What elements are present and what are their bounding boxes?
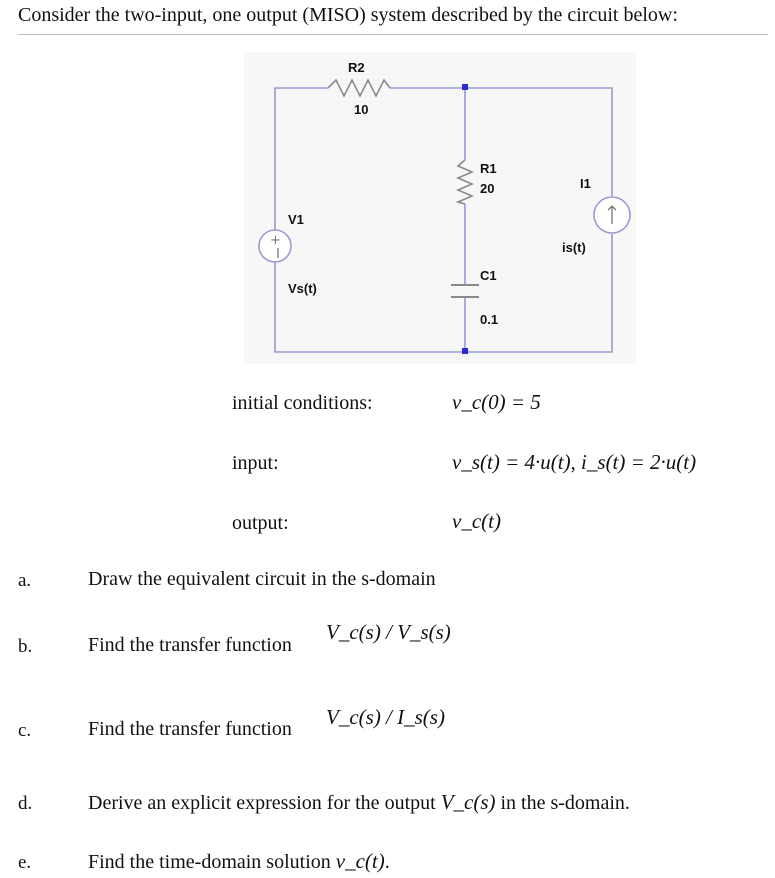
question-c-fraction xyxy=(326,705,446,753)
question-e-line xyxy=(88,849,390,874)
initial-conditions-expr: v_c(0) = 5 xyxy=(452,390,541,414)
v1-name: V1 xyxy=(288,212,304,227)
c1-value: 0.1 xyxy=(480,312,499,327)
i1-signal: is(t) xyxy=(562,240,586,255)
voltage-source-v1 xyxy=(259,230,291,262)
input-expr: v_s(t) = 4·u(t), i_s(t) = 2·u(t) xyxy=(452,450,697,474)
node-top xyxy=(462,84,468,90)
r2-value: 10 xyxy=(354,102,369,117)
circuit-diagram xyxy=(240,48,640,368)
question-b-fraction xyxy=(326,620,451,668)
question-c-letter: c. xyxy=(18,720,32,741)
problem-intro: Consider the two-input, one output (MISO) system described by the circuit below: xyxy=(18,2,768,35)
node-bottom xyxy=(462,348,468,354)
r2-name: R2 xyxy=(348,60,365,75)
question-a-text: Draw the equivalent circuit in the s-domain xyxy=(88,568,436,590)
question-e-math: v_c(t) xyxy=(335,849,385,873)
r1-value: 20 xyxy=(480,181,495,196)
r1-name: R1 xyxy=(480,161,497,176)
question-d-text: Derive an explicit expression for the output xyxy=(88,792,436,814)
c1-name: C1 xyxy=(480,268,497,283)
output-label: output: xyxy=(232,512,289,534)
question-b-letter: b. xyxy=(18,636,33,657)
input-label: input: xyxy=(232,452,279,474)
question-d-tail: in the s-domain. xyxy=(500,792,630,814)
svg-text:+: + xyxy=(270,233,281,248)
question-e-text: Find the time-domain solution xyxy=(88,851,331,873)
question-b-fraction-text: V_c(s) / V_s(s) xyxy=(326,620,451,644)
question-e-letter: e. xyxy=(18,852,32,873)
current-source-i1 xyxy=(594,197,630,233)
question-c-text: Find the transfer function xyxy=(88,718,292,740)
v1-signal: Vs(t) xyxy=(288,281,317,296)
question-e-tail: . xyxy=(384,851,390,873)
question-d-letter: d. xyxy=(18,793,33,814)
question-b-text: Find the transfer function xyxy=(88,634,292,656)
question-c-fraction-text: V_c(s) / I_s(s) xyxy=(326,705,445,729)
question-a-letter: a. xyxy=(18,570,32,591)
question-d-math: V_c(s) xyxy=(440,790,496,814)
question-d-line xyxy=(88,790,630,815)
i1-name: I1 xyxy=(580,176,591,191)
initial-conditions-label: initial conditions: xyxy=(232,392,373,414)
output-expr: v_c(t) xyxy=(452,509,501,533)
